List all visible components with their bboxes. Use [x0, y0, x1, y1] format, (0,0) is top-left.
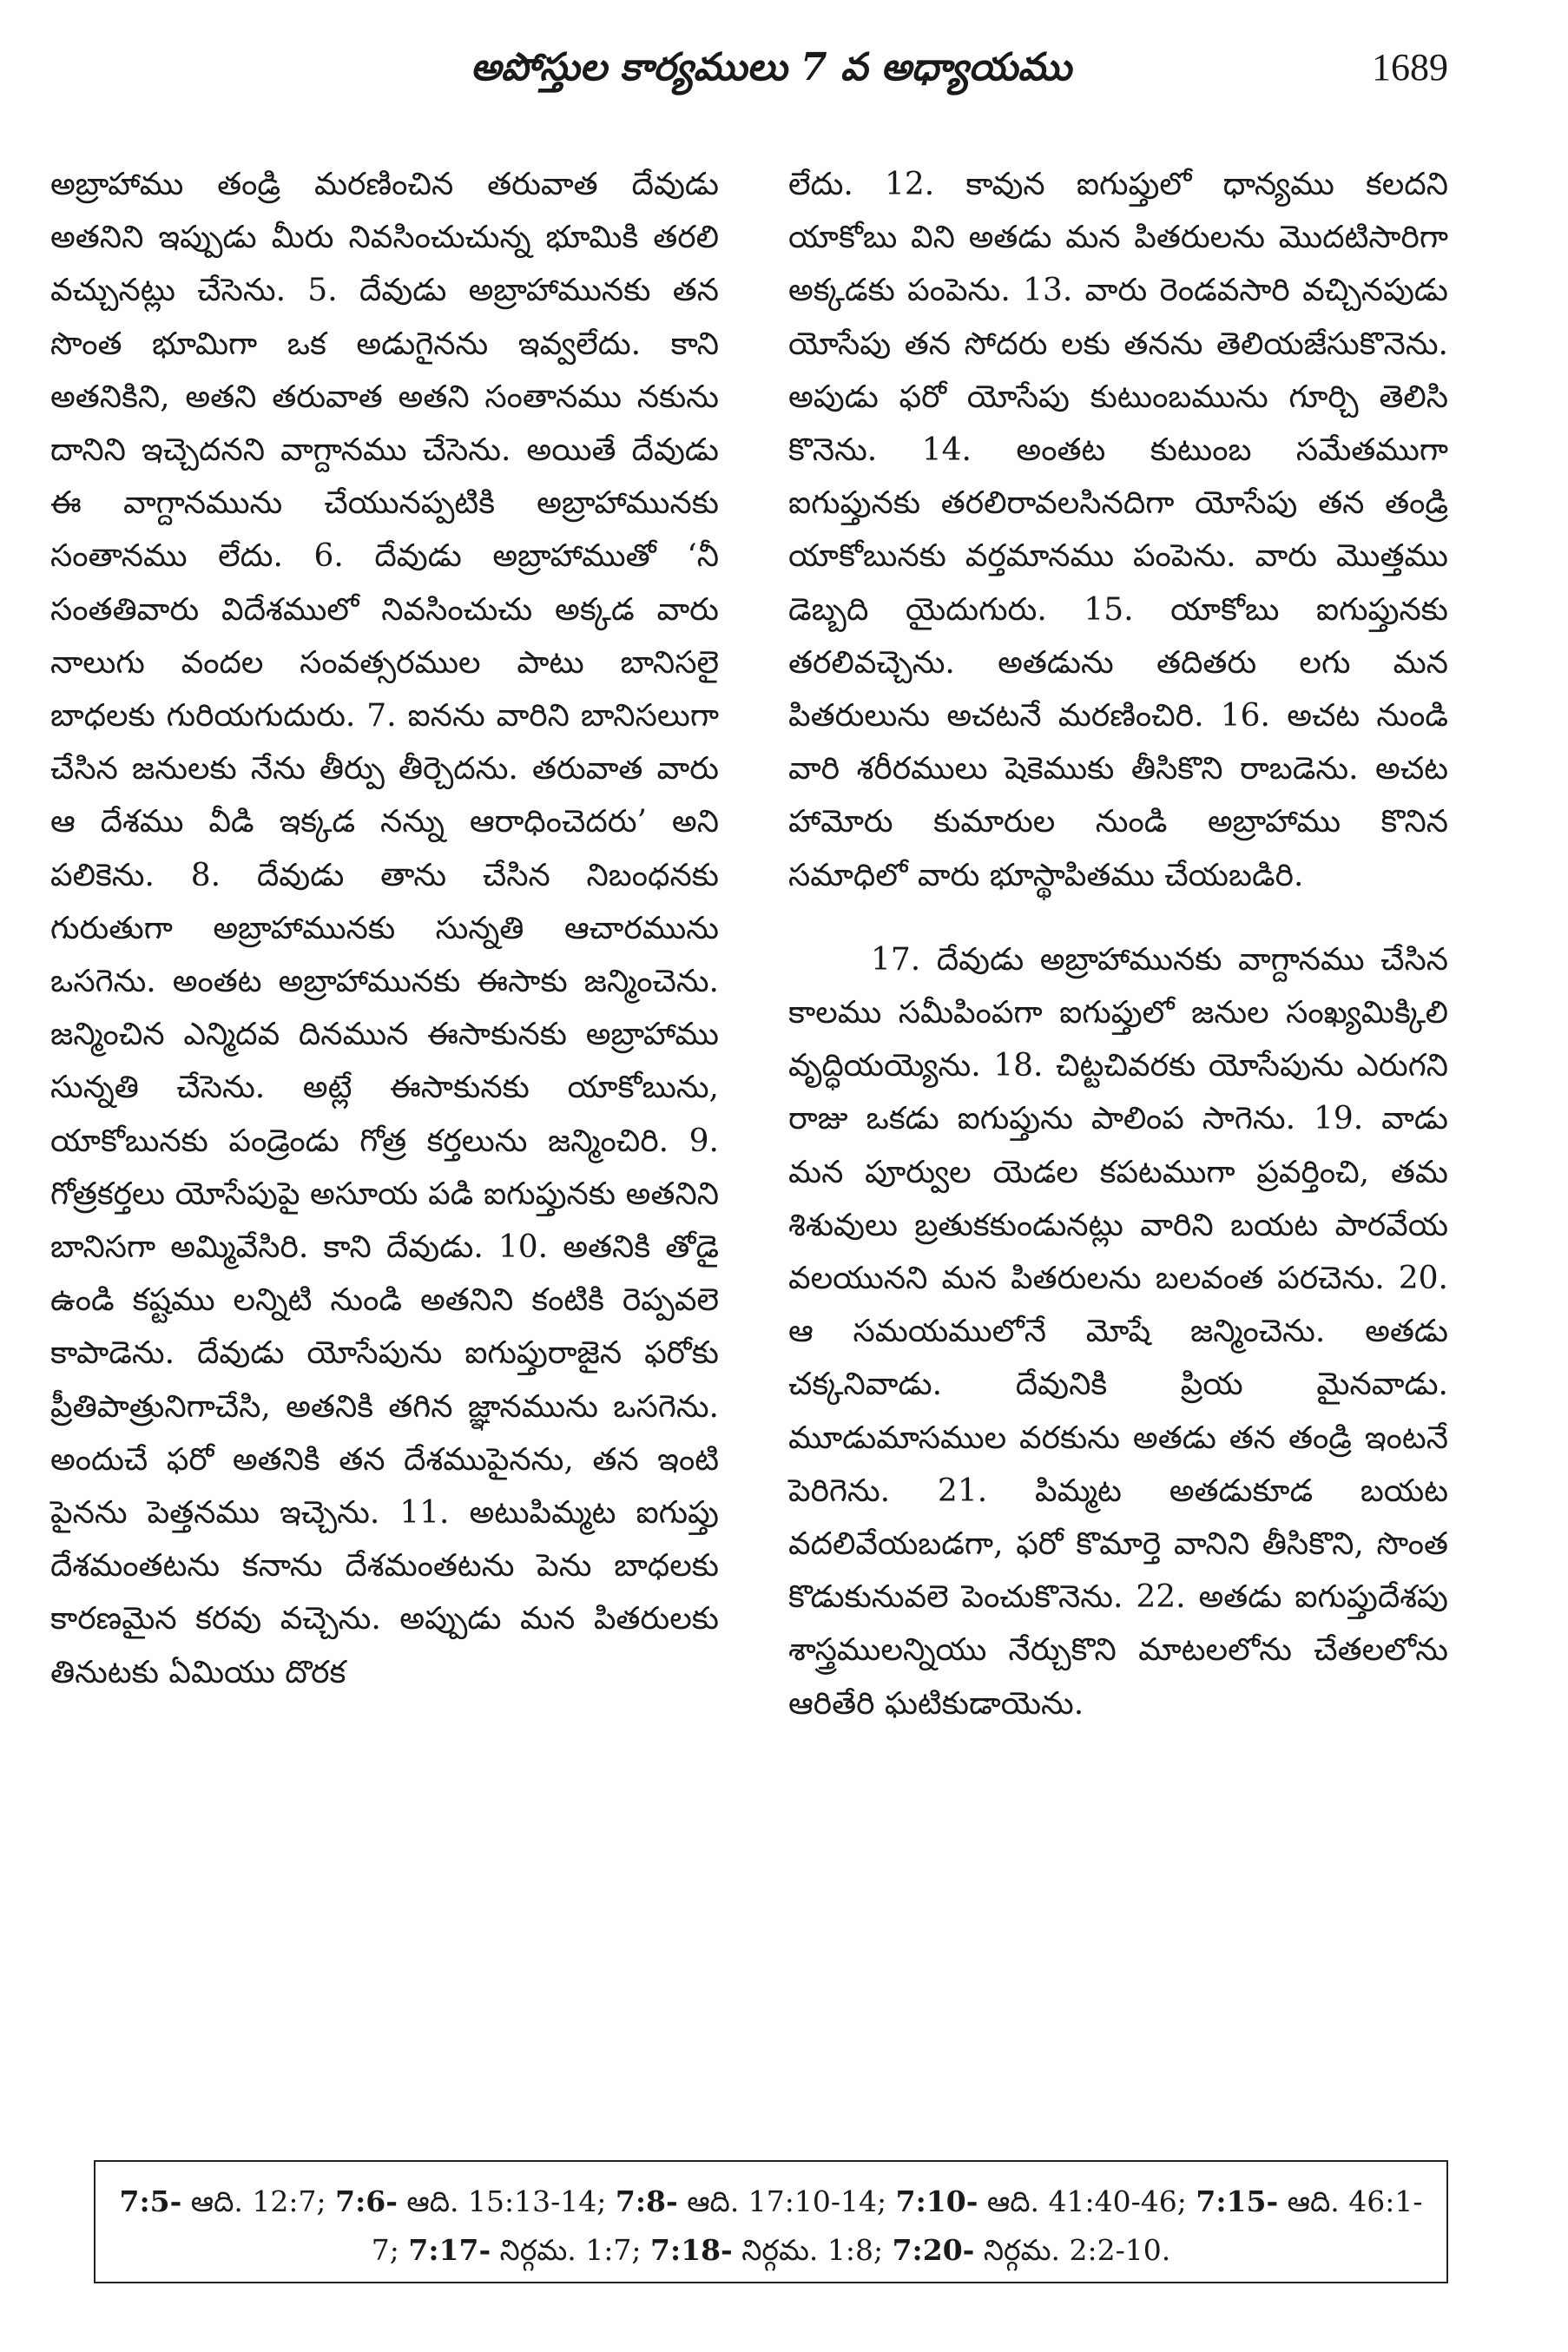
page-header	[94, 45, 1448, 106]
reference-key: 7:8-	[615, 2184, 678, 2218]
reference-key: 7:6-	[335, 2184, 398, 2218]
reference-text: ఆది. 41:40-46;	[978, 2184, 1196, 2218]
right-column-paragraph-1: లేదు. 12. కావున ఐగుప్తులో ధాన్యము కలదని యాకోబు విని అతడు మన పితరులను మొదటిసారిగా అక్కడకు పంపెను. 13. వారు రెండవసారి వచ్చినపుడు యోసేపు తన సోదరు లకు తనను తెలియజేసుకొనెను. అపుడు ఫరో యోసేపు కుటుంబమును గూర్చి తెలిసి కొనెను. 14. అంతట కుటుంబ సమేతముగా ఐగుప్తునకు తరలిరావలసినదిగా యోసేపు తన తండ్రి యాకోబునకు వర్తమానము పంపెను. వారు మొత్తము డెబ్బది యైదుగురు. 15. యాకోబు ఐగుప్తునకు తరలివచ్చెను. అతడును తదితరు లగు మన పితరులును అచటనే మరణించిరి. 16. అచట నుండి వారి శరీరములు షెకెముకు తీసికొని రాబడెను. అచట హామోరు కుమారుల నుండి అబ్రాహాము కొనిన సమాధిలో వారు భూస్థాపితము చేయబడిరి.	[788, 167, 1448, 893]
reference-key: 7:5-	[119, 2184, 182, 2218]
reference-text: నిర్గమ. 2:2-10.	[974, 2233, 1171, 2267]
reference-text: ఆది. 17:10-14;	[677, 2184, 896, 2218]
reference-entry	[119, 2184, 335, 2218]
reference-entry	[408, 2233, 650, 2267]
right-column	[788, 158, 1448, 1730]
reference-key: 7:18-	[649, 2233, 733, 2267]
right-column-paragraph-2: 17. దేవుడు అబ్రాహామునకు వాగ్దానము చేసిన కాలము సమీపింపగా ఐగుప్తులో జనుల సంఖ్యమిక్కిలి వృద్ధియయ్యెను. 18. చిట్టచివరకు యోసేపును ఎరుగని రాజు ఒకడు ఐగుప్తును పాలింప సాగెను. 19. వాడు మన పూర్వుల యెడల కపటముగా ప్రవర్తించి, తమ శిశువులు బ్రతుకకుండునట్లు వారిని బయట పారవేయ వలయునని మన పితరులను బలవంత పరచెను. 20. ఆ సమయములోనే మోషే జన్మించెను. అతడు చక్కనివాడు. దేవునికి ప్రియ మైనవాడు. మూడుమాసముల వరకును అతడు తన తండ్రి ఇంటనే పెరిగెను. 21. పిమ్మట అతడుకూడ బయట వదలివేయబడగా, ఫరో కొమార్తె వానిని తీసికొని, సొంత కొడుకునువలె పెంచుకొనెను. 22. అతడు ఐగుప్తుదేశపు శాస్త్రములన్నియు నేర్చుకొని మాటలలోను చేతలలోను ఆరితేరి ఘటికుడాయెను.	[788, 941, 1448, 1722]
reference-text: నిర్గమ. 1:8;	[732, 2233, 893, 2267]
cross-reference-box	[94, 2160, 1448, 2283]
page-number: 1689	[1372, 46, 1448, 89]
reference-text: ఆది. 15:13-14;	[397, 2184, 616, 2218]
reference-text: ఆది. 12:7;	[181, 2184, 336, 2218]
reference-text: నిర్గమ. 1:7;	[491, 2233, 650, 2267]
left-column	[50, 158, 719, 1699]
reference-key: 7:17-	[408, 2233, 491, 2267]
reference-entry	[650, 2233, 893, 2267]
reference-key: 7:20-	[892, 2233, 975, 2267]
reference-entry	[893, 2233, 1171, 2267]
page-title: అపోస్తుల కార్యములు 7 వ అధ్యాయము	[470, 45, 1072, 89]
reference-key: 7:10-	[895, 2184, 978, 2218]
left-column-text: అబ్రాహాము తండ్రి మరణించిన తరువాత దేవుడు అతనిని ఇప్పుడు మీరు నివసించుచున్న భూమికి తరలి వచ్చునట్లు చేసెను. 5. దేవుడు అబ్రాహామునకు తన సొంత భూమిగా ఒక అడుగైనను ఇవ్వలేదు. కాని అతనికిని, అతని తరువాత అతని సంతానము నకును దానిని ఇచ్చెదనని వాగ్దానము చేసెను. అయితే దేవుడు ఈ వాగ్దానమును చేయునప్పటికి అబ్రాహామునకు సంతానము లేదు. 6. దేవుడు అబ్రాహాముతో ‘నీ సంతతివారు విదేశములో నివసించుచు అక్కడ వారు నాలుగు వందల సంవత్సరముల పాటు బానిసలై బాధలకు గురియగుదురు. 7. ఐనను వారిని బానిసలుగా చేసిన జనులకు నేను తీర్పు తీర్చెదను. తరువాత వారు ఆ దేశము వీడి ఇక్కడ నన్ను ఆరాధించెదరు’ అని పలికెను. 8. దేవుడు తాను చేసిన నిబంధనకు గురుతుగా అబ్రాహామునకు సున్నతి ఆచారమును ఒసగెను. అంతట అబ్రాహామునకు ఈసాకు జన్మించెను. జన్మించిన ఎన్మిదవ దినమున ఈసాకునకు అబ్రాహాము సున్నతి చేసెను. అట్లే ఈసాకునకు యాకోబును, యాకోబునకు పండ్రెండు గోత్ర కర్తలును జన్మించిరి. 9. గోత్రకర్తలు యోసేపుపై అసూయ పడి ఐగుప్తునకు అతనిని బానిసగా అమ్మివేసిరి. కాని దేవుడు. 10. అతనికి తోడై ఉండి కష్టము లన్నిటి నుండి అతనిని కంటికి రెప్పవలె కాపాడెను. దేవుడు యోసేపును ఐగుప్తురాజైన ఫరోకు ప్రీతిపాత్రునిగాచేసి, అతనికి తగిన జ్ఞానమును ఒసగెను. అందుచే ఫరో అతనికి తన దేశముపైనను, తన ఇంటి పైనను పెత్తనము ఇచ్చెను. 11. అటుపిమ్మట ఐగుప్తు దేశమంతటను కనాను దేశమంతటను పెను బాధలకు కారణమైన కరవు వచ్చెను. అప్పుడు మన పితరులకు తినుటకు ఏమియు దొరక	[50, 167, 719, 1690]
reference-entry	[616, 2184, 896, 2218]
reference-text: ఆది. 46:1-7;	[371, 2184, 1423, 2267]
reference-entry	[335, 2184, 616, 2218]
reference-key: 7:15-	[1196, 2184, 1279, 2218]
reference-entry	[896, 2184, 1196, 2218]
